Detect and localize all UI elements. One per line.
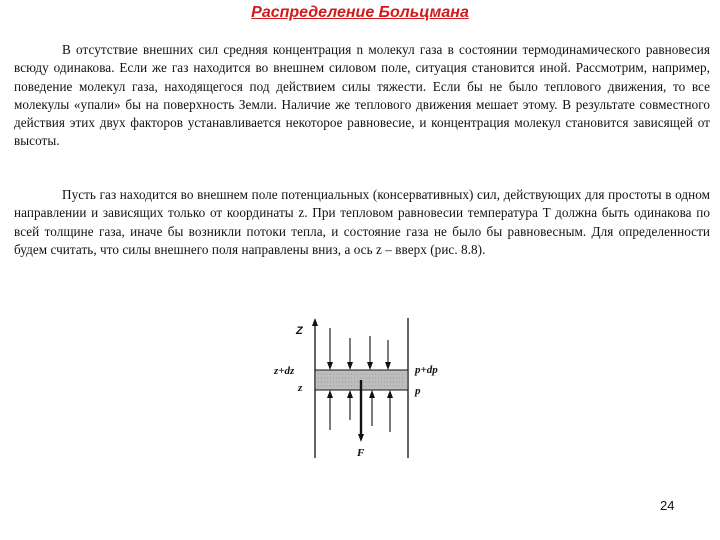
slide-title: Распределение Больцмана: [251, 4, 469, 21]
z-axis-label: Z: [296, 325, 303, 337]
paragraph-setup: Пусть газ находится во внешнем поле потенциальных (консервативных) сил, действующих для простоты в одном направлении и зависящих только от координаты z. При тепловом равновесии температура T должна быть одинакова по всей толщине газа, иначе бы возникли потоки тепла, и состояние газа не было бы равновесным. Для определенности будем считать, что силы внешнего поля направлены вниз, а ось z – вверх (рис. 8.8).: [14, 187, 710, 257]
paragraph-intro: В отсутствие внешних сил средняя концентрация n молекул газа в состоянии термодинамического равновесия всюду одинакова. Если же газ находится во внешнем силовом поле, ситуация становится иной. Рассмотрим, например, поведение молекул газа, находящегося под действием силы тяжести. Если бы не было теплового движения, то все молекулы «упали» бы на поверхность Земли. Наличие же теплового движения мешает этому. В результате совместного действия этих двух факторов устанавливается некоторое равновесие, и концентрация молекул становится зависящей от высоты.: [14, 42, 710, 149]
label-z: z: [298, 382, 303, 394]
page-number: 24: [660, 498, 675, 513]
gas-layer-figure: [260, 310, 460, 470]
force-label: F: [357, 447, 365, 459]
label-p: p: [415, 385, 421, 397]
label-z-plus-dz: z+dz: [274, 365, 295, 377]
label-p-plus-dp: p+dp: [415, 364, 438, 376]
